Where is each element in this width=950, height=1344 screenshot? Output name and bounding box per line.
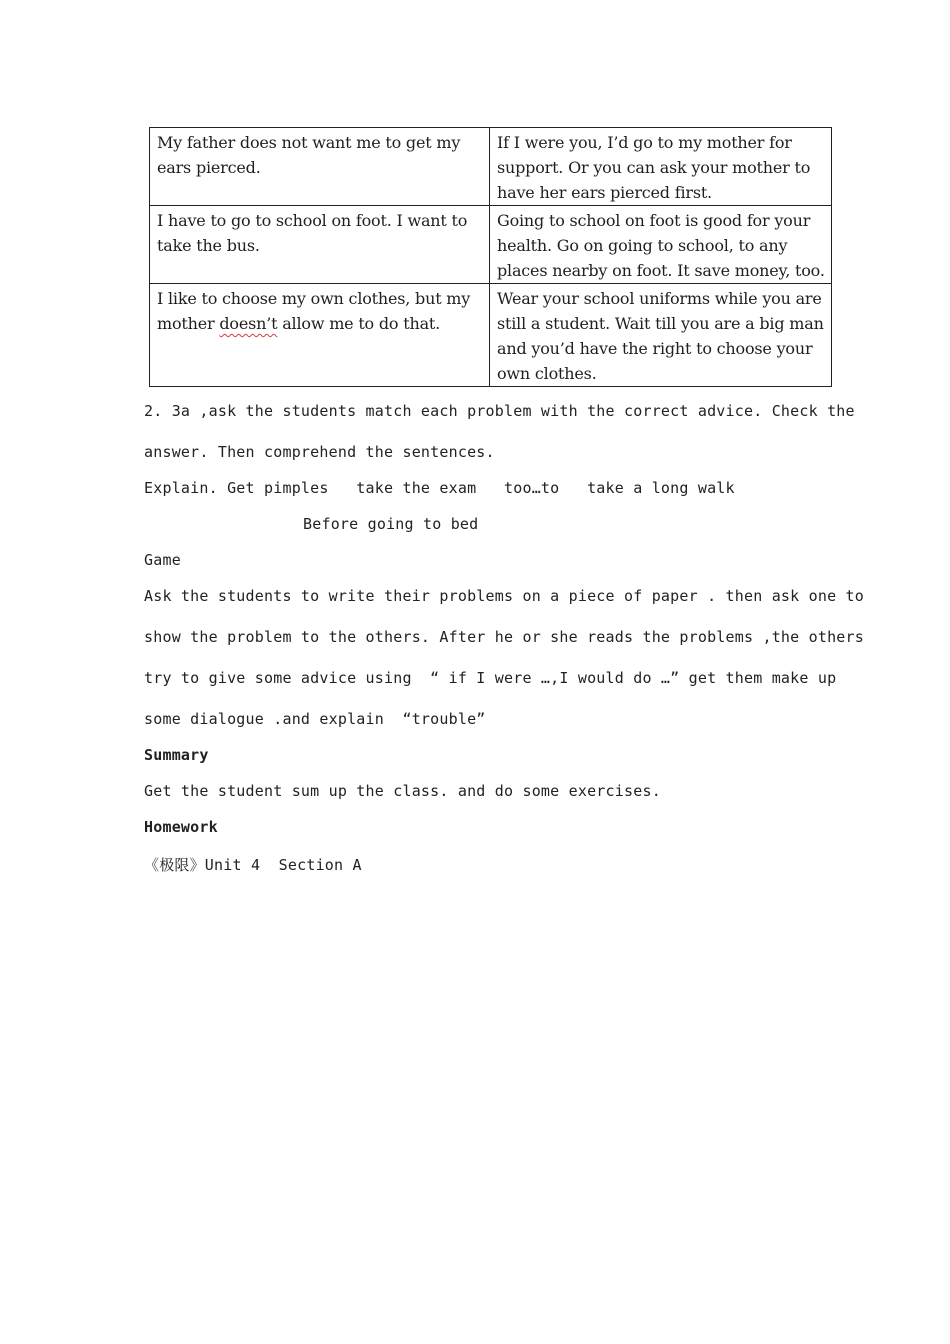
game-line: show the problem to the others. After he or she reads the problems ,the others — [144, 628, 864, 646]
game-line: some dialogue .and explain “trouble” — [144, 710, 486, 728]
summary-heading: Summary — [144, 746, 209, 764]
table-row — [150, 284, 832, 387]
problem-cell: My father does not want me to get my ears pierced. — [150, 128, 490, 206]
advice-cell: Wear your school uniforms while you are still a student. Wait till you are a big man and you’d have the right to choose your own clothes. — [490, 284, 832, 387]
advice-cell: If I were you, I’d go to my mother for support. Or you can ask your mother to have her ears pierced first. — [490, 128, 832, 206]
homework-line: 《极限》Unit 4 Section A — [144, 856, 362, 874]
homework-heading: Homework — [144, 818, 218, 836]
table-row — [150, 206, 832, 284]
step2-line: 2. 3a ,ask the students match each problem with the correct advice. Check the — [144, 402, 855, 420]
game-line: try to give some advice using “ if I were …,I would do …” get them make up — [144, 669, 837, 687]
explain-line: Before going to bed — [303, 515, 479, 533]
problem-advice-table — [149, 127, 832, 387]
game-line: Ask the students to write their problems on a piece of paper . then ask one to — [144, 587, 864, 605]
summary-line: Get the student sum up the class. and do some exercises. — [144, 782, 661, 800]
problem-cell: I have to go to school on foot. I want to take the bus. — [150, 206, 490, 284]
problem-text: I like to choose my own clothes, but my mother — [157, 289, 471, 333]
explain-line: Explain. Get pimples take the exam too…to take a long walk — [144, 479, 735, 497]
game-heading: Game — [144, 551, 181, 569]
problem-cell — [150, 284, 490, 387]
spellcheck-flagged-word: doesn’t — [219, 314, 278, 333]
step2-line: answer. Then comprehend the sentences. — [144, 443, 495, 461]
problem-text: allow me to do that. — [277, 314, 441, 333]
table-row — [150, 128, 832, 206]
advice-cell: Going to school on foot is good for your health. Go on going to school, to any places nearby on foot. It save money, too. — [490, 206, 832, 284]
